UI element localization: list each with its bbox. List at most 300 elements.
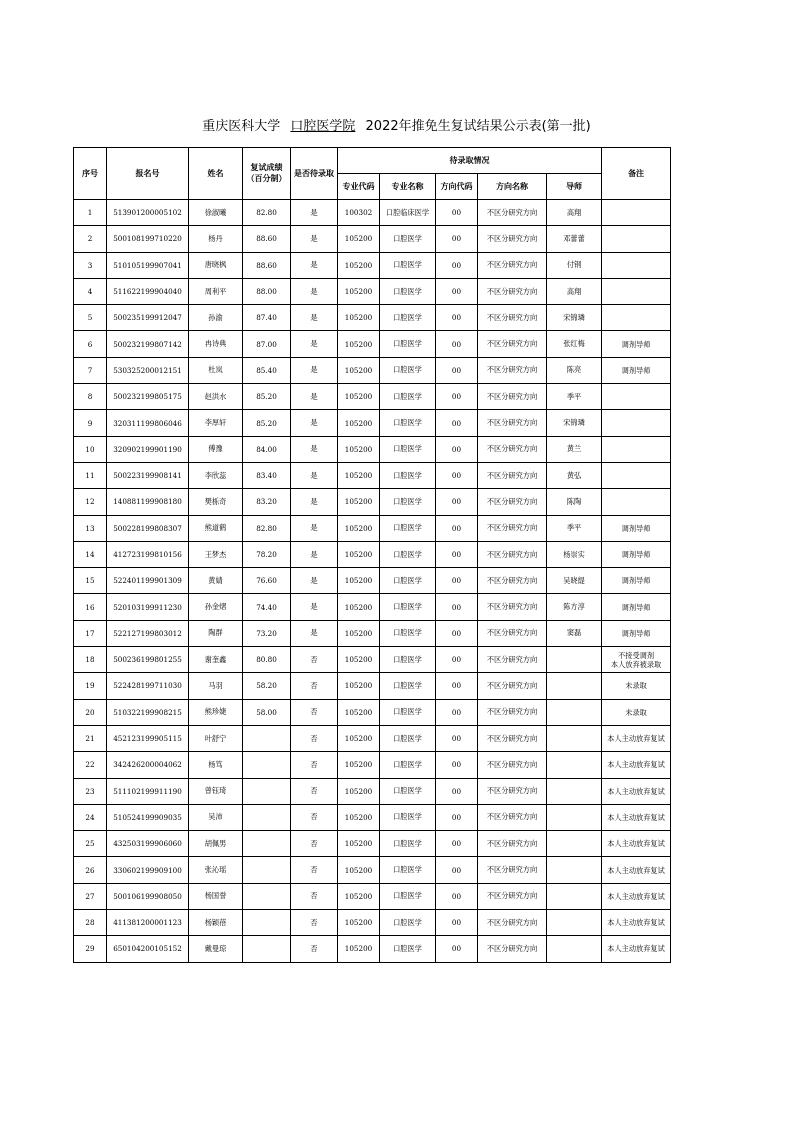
cell-name: 王梦杰 — [189, 541, 243, 567]
cell-major-code: 105200 — [338, 436, 380, 462]
cell-score: 58.20 — [243, 673, 291, 699]
cell-dir-code: 00 — [436, 410, 478, 436]
cell-advisor — [547, 831, 602, 857]
cell-pending: 是 — [291, 620, 338, 646]
cell-remark: 调剂导师 — [602, 568, 671, 594]
cell-pending: 是 — [291, 489, 338, 515]
cell-remark: 未录取 — [602, 673, 671, 699]
cell-remark: 本人主动放弃复试 — [602, 725, 671, 751]
cell-advisor: 邓蕾蕾 — [547, 226, 602, 252]
cell-major-name: 口腔医学 — [380, 462, 436, 488]
cell-pending: 是 — [291, 278, 338, 304]
cell-name: 马羽 — [189, 673, 243, 699]
cell-pending: 是 — [291, 331, 338, 357]
cell-advisor: 黄弘 — [547, 462, 602, 488]
table-row — [74, 515, 671, 541]
cell-dir-code: 00 — [436, 594, 478, 620]
cell-pending: 否 — [291, 936, 338, 962]
cell-name: 唐晓枫 — [189, 252, 243, 278]
cell-major-code: 105200 — [338, 278, 380, 304]
table-row — [74, 778, 671, 804]
cell-dir-name: 不区分研究方向 — [478, 200, 547, 226]
page-title — [0, 115, 793, 134]
cell-dir-name: 不区分研究方向 — [478, 910, 547, 936]
title-suffix: 2022年推免生复试结果公示表(第一批) — [365, 119, 591, 134]
cell-reg-no: 511622199904040 — [107, 278, 189, 304]
cell-remark: 调剂导师 — [602, 515, 671, 541]
header-score — [243, 148, 291, 200]
cell-reg-no: 342426200004062 — [107, 752, 189, 778]
cell-name: 冉诗典 — [189, 331, 243, 357]
cell-score — [243, 778, 291, 804]
cell-major-name: 口腔医学 — [380, 252, 436, 278]
cell-seq: 2 — [74, 226, 107, 252]
cell-major-name: 口腔医学 — [380, 699, 436, 725]
cell-dir-code: 00 — [436, 568, 478, 594]
cell-dir-name: 不区分研究方向 — [478, 594, 547, 620]
cell-advisor: 杨崇实 — [547, 541, 602, 567]
cell-major-code: 105200 — [338, 305, 380, 331]
cell-major-code: 105200 — [338, 568, 380, 594]
cell-dir-code: 00 — [436, 331, 478, 357]
cell-remark — [602, 489, 671, 515]
cell-advisor — [547, 778, 602, 804]
table-row — [74, 305, 671, 331]
cell-dir-name: 不区分研究方向 — [478, 384, 547, 410]
cell-major-code: 105200 — [338, 620, 380, 646]
table-row — [74, 883, 671, 909]
cell-major-code: 105200 — [338, 936, 380, 962]
cell-major-code: 105200 — [338, 541, 380, 567]
cell-remark — [602, 384, 671, 410]
cell-pending: 否 — [291, 647, 338, 673]
cell-name: 杨丹 — [189, 226, 243, 252]
cell-major-code: 105200 — [338, 725, 380, 751]
cell-dir-code: 00 — [436, 226, 478, 252]
results-table — [73, 147, 671, 963]
cell-score: 87.00 — [243, 331, 291, 357]
cell-seq: 24 — [74, 804, 107, 830]
cell-major-code: 100302 — [338, 200, 380, 226]
cell-major-name: 口腔医学 — [380, 725, 436, 751]
cell-remark — [602, 410, 671, 436]
cell-seq: 23 — [74, 778, 107, 804]
cell-name: 熊珍婕 — [189, 699, 243, 725]
cell-advisor: 高翔 — [547, 200, 602, 226]
cell-major-name: 口腔医学 — [380, 831, 436, 857]
cell-score: 58.00 — [243, 699, 291, 725]
cell-dir-code: 00 — [436, 647, 478, 673]
cell-remark: 调剂导师 — [602, 620, 671, 646]
cell-score: 85.20 — [243, 384, 291, 410]
cell-remark — [602, 278, 671, 304]
cell-name: 胡佩男 — [189, 831, 243, 857]
cell-major-code: 105200 — [338, 331, 380, 357]
cell-name: 孙金熠 — [189, 594, 243, 620]
header-dir-name: 方向名称 — [478, 174, 547, 200]
cell-major-code: 105200 — [338, 699, 380, 725]
cell-name: 李厚轩 — [189, 410, 243, 436]
cell-major-code: 105200 — [338, 752, 380, 778]
cell-major-name: 口腔医学 — [380, 752, 436, 778]
cell-score: 88.60 — [243, 252, 291, 278]
cell-advisor — [547, 725, 602, 751]
cell-reg-no: 510105199907041 — [107, 252, 189, 278]
cell-major-name: 口腔医学 — [380, 910, 436, 936]
cell-advisor: 黄兰 — [547, 436, 602, 462]
cell-major-code: 105200 — [338, 462, 380, 488]
cell-major-code: 105200 — [338, 515, 380, 541]
cell-dir-code: 00 — [436, 305, 478, 331]
cell-advisor — [547, 647, 602, 673]
cell-reg-no: 500106199908050 — [107, 883, 189, 909]
table-row — [74, 278, 671, 304]
table-row — [74, 699, 671, 725]
cell-advisor — [547, 673, 602, 699]
cell-name: 张沁瑶 — [189, 857, 243, 883]
cell-dir-name: 不区分研究方向 — [478, 252, 547, 278]
cell-dir-name: 不区分研究方向 — [478, 515, 547, 541]
cell-seq: 22 — [74, 752, 107, 778]
cell-score: 87.40 — [243, 305, 291, 331]
cell-advisor: 宋锦璘 — [547, 305, 602, 331]
cell-name: 孙渝 — [189, 305, 243, 331]
cell-seq: 27 — [74, 883, 107, 909]
cell-reg-no: 432503199906060 — [107, 831, 189, 857]
cell-pending: 是 — [291, 384, 338, 410]
cell-dir-code: 00 — [436, 489, 478, 515]
cell-dir-name: 不区分研究方向 — [478, 305, 547, 331]
cell-remark — [602, 462, 671, 488]
table-body — [74, 200, 671, 963]
header-pending: 是否待录取 — [291, 148, 338, 200]
cell-pending: 是 — [291, 305, 338, 331]
cell-dir-name: 不区分研究方向 — [478, 489, 547, 515]
cell-score: 80.80 — [243, 647, 291, 673]
table-row — [74, 357, 671, 383]
cell-advisor: 季平 — [547, 384, 602, 410]
cell-score — [243, 725, 291, 751]
cell-seq: 19 — [74, 673, 107, 699]
cell-reg-no: 510322199908215 — [107, 699, 189, 725]
cell-remark — [602, 252, 671, 278]
cell-reg-no: 452123199905115 — [107, 725, 189, 751]
table-row — [74, 436, 671, 462]
cell-advisor: 吴晓缇 — [547, 568, 602, 594]
cell-seq: 18 — [74, 647, 107, 673]
cell-dir-code: 00 — [436, 883, 478, 909]
cell-major-name: 口腔医学 — [380, 410, 436, 436]
cell-seq: 29 — [74, 936, 107, 962]
cell-dir-name: 不区分研究方向 — [478, 620, 547, 646]
cell-reg-no: 522428199711030 — [107, 673, 189, 699]
cell-reg-no: 522127199803012 — [107, 620, 189, 646]
cell-remark: 本人主动放弃复试 — [602, 936, 671, 962]
cell-major-name: 口腔医学 — [380, 357, 436, 383]
cell-dir-name: 不区分研究方向 — [478, 410, 547, 436]
cell-score: 82.80 — [243, 200, 291, 226]
cell-major-name: 口腔医学 — [380, 436, 436, 462]
cell-major-name: 口腔医学 — [380, 778, 436, 804]
cell-dir-name: 不区分研究方向 — [478, 936, 547, 962]
table-row — [74, 752, 671, 778]
cell-major-code: 105200 — [338, 410, 380, 436]
cell-advisor — [547, 752, 602, 778]
cell-score — [243, 936, 291, 962]
header-score-line2: （百分制） — [246, 173, 287, 183]
cell-reg-no: 520103199911230 — [107, 594, 189, 620]
cell-remark — [602, 226, 671, 252]
header-name: 姓名 — [189, 148, 243, 200]
cell-major-code: 105200 — [338, 384, 380, 410]
cell-major-code: 105200 — [338, 489, 380, 515]
cell-remark: 本人主动放弃复试 — [602, 910, 671, 936]
cell-name: 傅豫 — [189, 436, 243, 462]
cell-dir-name: 不区分研究方向 — [478, 725, 547, 751]
cell-reg-no: 513901200005102 — [107, 200, 189, 226]
cell-score — [243, 910, 291, 936]
table-row — [74, 831, 671, 857]
cell-major-code: 105200 — [338, 804, 380, 830]
header-dir-code: 方向代码 — [436, 174, 478, 200]
header-score-line1: 复试成绩 — [250, 163, 283, 173]
cell-dir-code: 00 — [436, 936, 478, 962]
cell-seq: 21 — [74, 725, 107, 751]
cell-pending: 否 — [291, 910, 338, 936]
cell-dir-code: 00 — [436, 357, 478, 383]
cell-reg-no: 500108199710220 — [107, 226, 189, 252]
cell-name: 吴沛 — [189, 804, 243, 830]
header-advisor: 导师 — [547, 174, 602, 200]
cell-major-name: 口腔医学 — [380, 936, 436, 962]
cell-dir-code: 00 — [436, 910, 478, 936]
cell-pending: 是 — [291, 541, 338, 567]
cell-name: 杨国誉 — [189, 883, 243, 909]
cell-pending: 否 — [291, 831, 338, 857]
cell-advisor: 宋锦璘 — [547, 410, 602, 436]
cell-dir-code: 00 — [436, 252, 478, 278]
cell-major-name: 口腔医学 — [380, 647, 436, 673]
cell-dir-code: 00 — [436, 778, 478, 804]
cell-pending: 是 — [291, 226, 338, 252]
cell-remark: 本人主动放弃复试 — [602, 752, 671, 778]
table-row — [74, 384, 671, 410]
cell-remark: 本人主动放弃复试 — [602, 857, 671, 883]
cell-seq: 9 — [74, 410, 107, 436]
cell-major-name: 口腔医学 — [380, 489, 436, 515]
table-row — [74, 410, 671, 436]
cell-dir-code: 00 — [436, 515, 478, 541]
header-major-code: 专业代码 — [338, 174, 380, 200]
header-group: 待录取情况 — [338, 148, 602, 174]
title-school: 重庆医科大学 — [202, 119, 281, 134]
cell-dir-code: 00 — [436, 804, 478, 830]
cell-dir-name: 不区分研究方向 — [478, 226, 547, 252]
cell-name: 杨颖蓓 — [189, 910, 243, 936]
cell-seq: 25 — [74, 831, 107, 857]
cell-pending: 是 — [291, 200, 338, 226]
cell-reg-no: 511102199911190 — [107, 778, 189, 804]
cell-score — [243, 831, 291, 857]
cell-score — [243, 883, 291, 909]
table-row — [74, 331, 671, 357]
cell-seq: 10 — [74, 436, 107, 462]
cell-name: 黄婧 — [189, 568, 243, 594]
cell-dir-name: 不区分研究方向 — [478, 673, 547, 699]
cell-remark — [602, 200, 671, 226]
title-college: 口腔医学院 — [290, 119, 356, 134]
cell-major-name: 口腔医学 — [380, 541, 436, 567]
cell-seq: 3 — [74, 252, 107, 278]
cell-dir-name: 不区分研究方向 — [478, 541, 547, 567]
cell-remark: 调剂导师 — [602, 541, 671, 567]
table-row — [74, 673, 671, 699]
table-row — [74, 620, 671, 646]
cell-reg-no: 500232199807142 — [107, 331, 189, 357]
cell-reg-no: 500236199801255 — [107, 647, 189, 673]
table-row — [74, 226, 671, 252]
cell-major-code: 105200 — [338, 226, 380, 252]
cell-seq: 12 — [74, 489, 107, 515]
cell-remark: 调剂导师 — [602, 357, 671, 383]
cell-score: 73.20 — [243, 620, 291, 646]
cell-dir-code: 00 — [436, 541, 478, 567]
cell-pending: 否 — [291, 778, 338, 804]
cell-pending: 否 — [291, 883, 338, 909]
cell-major-name: 口腔临床医学 — [380, 200, 436, 226]
cell-name: 樊栎奇 — [189, 489, 243, 515]
cell-major-code: 105200 — [338, 910, 380, 936]
cell-remark: 本人主动放弃复试 — [602, 883, 671, 909]
header-remark: 备注 — [602, 148, 671, 200]
cell-score: 85.20 — [243, 410, 291, 436]
cell-major-name: 口腔医学 — [380, 857, 436, 883]
cell-advisor — [547, 857, 602, 883]
cell-seq: 6 — [74, 331, 107, 357]
cell-reg-no: 500232199805175 — [107, 384, 189, 410]
cell-dir-code: 00 — [436, 462, 478, 488]
cell-major-code: 105200 — [338, 252, 380, 278]
cell-pending: 否 — [291, 673, 338, 699]
cell-dir-name: 不区分研究方向 — [478, 752, 547, 778]
cell-seq: 4 — [74, 278, 107, 304]
cell-score: 88.00 — [243, 278, 291, 304]
cell-dir-name: 不区分研究方向 — [478, 278, 547, 304]
cell-remark: 不接受调剂 本人放弃被录取 — [602, 647, 671, 673]
cell-advisor — [547, 804, 602, 830]
cell-score: 78.20 — [243, 541, 291, 567]
cell-dir-name: 不区分研究方向 — [478, 883, 547, 909]
cell-seq: 20 — [74, 699, 107, 725]
cell-name: 赵洪水 — [189, 384, 243, 410]
cell-dir-code: 00 — [436, 725, 478, 751]
cell-seq: 14 — [74, 541, 107, 567]
table-row — [74, 568, 671, 594]
cell-major-name: 口腔医学 — [380, 594, 436, 620]
cell-major-name: 口腔医学 — [380, 568, 436, 594]
cell-dir-name: 不区分研究方向 — [478, 357, 547, 383]
table-row — [74, 489, 671, 515]
cell-dir-name: 不区分研究方向 — [478, 857, 547, 883]
cell-seq: 13 — [74, 515, 107, 541]
cell-pending: 否 — [291, 752, 338, 778]
cell-pending: 否 — [291, 804, 338, 830]
cell-advisor: 付钢 — [547, 252, 602, 278]
cell-score — [243, 804, 291, 830]
cell-dir-name: 不区分研究方向 — [478, 568, 547, 594]
cell-remark: 本人主动放弃复试 — [602, 804, 671, 830]
table-row — [74, 857, 671, 883]
cell-major-code: 105200 — [338, 647, 380, 673]
table-row — [74, 910, 671, 936]
cell-dir-code: 00 — [436, 200, 478, 226]
cell-advisor: 陈陶 — [547, 489, 602, 515]
cell-dir-name: 不区分研究方向 — [478, 331, 547, 357]
cell-advisor: 陈方淳 — [547, 594, 602, 620]
header-major-name: 专业名称 — [380, 174, 436, 200]
cell-reg-no: 500223199908141 — [107, 462, 189, 488]
cell-reg-no: 530325200012151 — [107, 357, 189, 383]
cell-reg-no: 650104200105152 — [107, 936, 189, 962]
cell-seq: 26 — [74, 857, 107, 883]
cell-advisor — [547, 910, 602, 936]
cell-name: 叶舒宁 — [189, 725, 243, 751]
table-row — [74, 252, 671, 278]
cell-advisor: 高翔 — [547, 278, 602, 304]
cell-reg-no: 411381200001123 — [107, 910, 189, 936]
cell-major-code: 105200 — [338, 357, 380, 383]
cell-dir-name: 不区分研究方向 — [478, 436, 547, 462]
cell-remark — [602, 436, 671, 462]
cell-reg-no: 140881199908180 — [107, 489, 189, 515]
cell-seq: 5 — [74, 305, 107, 331]
cell-remark: 调剂导师 — [602, 331, 671, 357]
cell-name: 戴曼琼 — [189, 936, 243, 962]
cell-name: 周利平 — [189, 278, 243, 304]
cell-dir-code: 00 — [436, 620, 478, 646]
cell-pending: 是 — [291, 568, 338, 594]
cell-seq: 1 — [74, 200, 107, 226]
table-row — [74, 936, 671, 962]
cell-pending: 否 — [291, 857, 338, 883]
cell-seq: 7 — [74, 357, 107, 383]
cell-dir-code: 00 — [436, 752, 478, 778]
cell-dir-name: 不区分研究方向 — [478, 831, 547, 857]
cell-reg-no: 500228199808307 — [107, 515, 189, 541]
table-row — [74, 725, 671, 751]
cell-reg-no: 330602199909100 — [107, 857, 189, 883]
cell-major-name: 口腔医学 — [380, 804, 436, 830]
cell-advisor — [547, 883, 602, 909]
cell-name: 杜岚 — [189, 357, 243, 383]
cell-dir-name: 不区分研究方向 — [478, 778, 547, 804]
cell-name: 熊道鹤 — [189, 515, 243, 541]
cell-score — [243, 752, 291, 778]
cell-score: 83.40 — [243, 462, 291, 488]
table-row — [74, 462, 671, 488]
cell-advisor: 陈亮 — [547, 357, 602, 383]
cell-advisor: 张红梅 — [547, 331, 602, 357]
cell-remark: 本人主动放弃复试 — [602, 831, 671, 857]
cell-pending: 是 — [291, 357, 338, 383]
cell-score — [243, 857, 291, 883]
cell-major-code: 105200 — [338, 594, 380, 620]
table-row — [74, 541, 671, 567]
cell-pending: 是 — [291, 252, 338, 278]
cell-name: 李欣蕊 — [189, 462, 243, 488]
cell-major-code: 105200 — [338, 857, 380, 883]
cell-dir-name: 不区分研究方向 — [478, 647, 547, 673]
